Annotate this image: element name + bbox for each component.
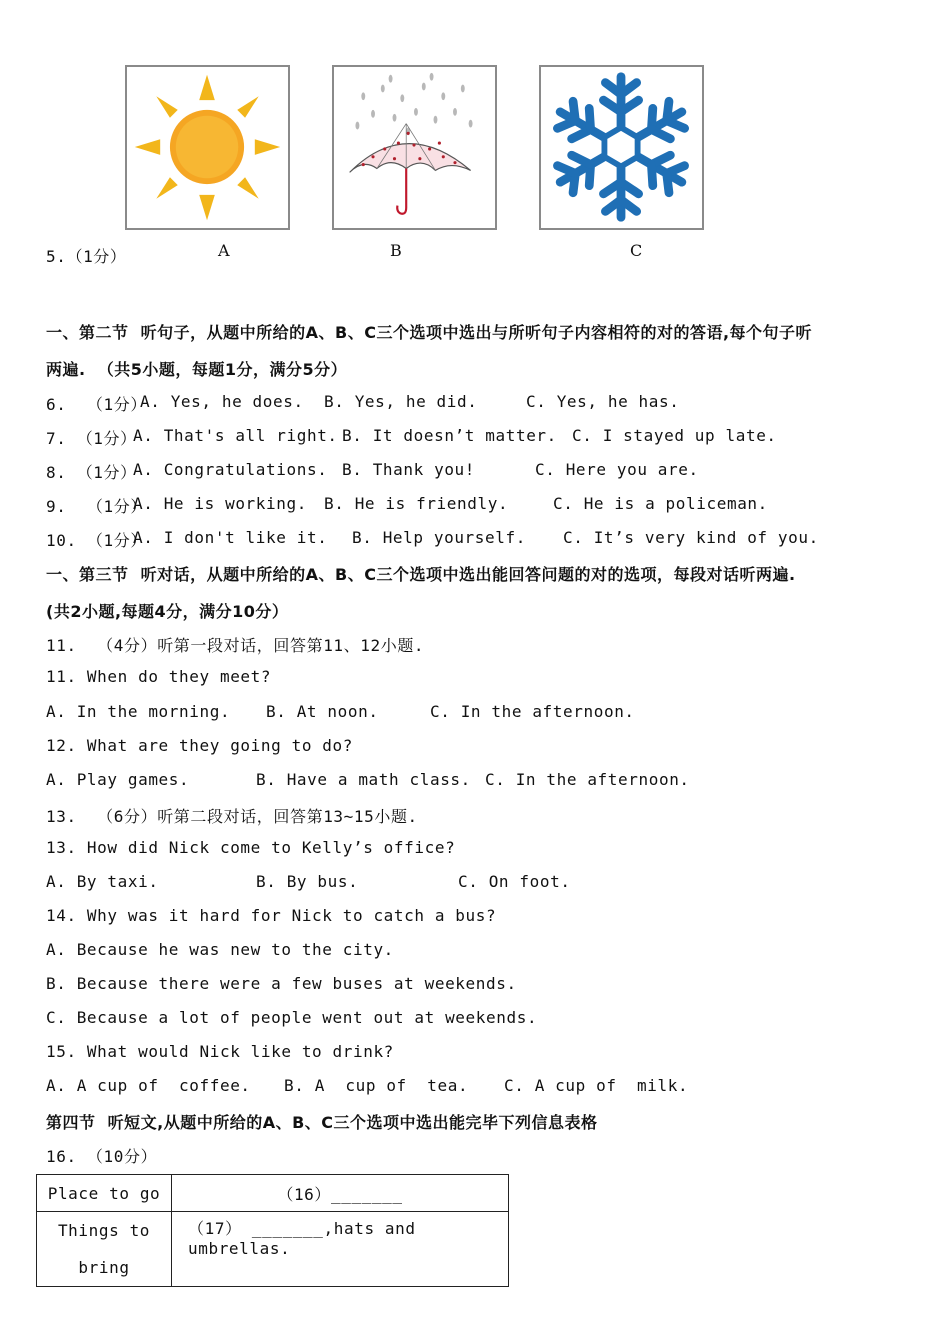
- question-7-number: 7. （1分）: [46, 429, 137, 448]
- table-row: [37, 1212, 509, 1287]
- question-9-number: 9. （1分）: [46, 497, 147, 516]
- section-2-heading-line1: 一、第二节 听句子，从题中所给的A、B、C三个选项中选出与所听句子内容相符的对的答语,每个句子听: [46, 323, 813, 342]
- question-16-number: 16. （10分）: [46, 1147, 158, 1166]
- question-13-option-a: A. By taxi.: [46, 872, 159, 891]
- question-10-option-a: A. I don't like it.: [133, 528, 328, 547]
- question-15-option-a: A. A cup of coffee.: [46, 1076, 251, 1095]
- question-6-option-c: C. Yes, he has.: [526, 392, 680, 411]
- table-cell-place-answer: （16）_______: [172, 1175, 509, 1212]
- rain-umbrella-icon: [334, 67, 495, 228]
- question-11-text: 11. When do they meet?: [46, 667, 272, 686]
- option-a-label: A: [218, 241, 230, 260]
- question-8-option-c: C. Here you are.: [535, 460, 699, 479]
- question-13-intro: 13. （6分）听第二段对话，回答第13~15小题.: [46, 807, 418, 826]
- question-15-option-c: C. A cup of milk.: [504, 1076, 689, 1095]
- table-cell-things-label-line2: bring: [78, 1258, 130, 1277]
- question-15-text: 15. What would Nick like to drink?: [46, 1042, 394, 1061]
- question-8-option-b: B. Thank you!: [342, 460, 476, 479]
- question-12-option-c: C. In the afternoon.: [485, 770, 690, 789]
- section-3-heading-line2: (共2小题,每题4分，满分10分）: [46, 602, 289, 621]
- table-cell-place-label: Place to go: [37, 1175, 172, 1212]
- question-8-option-a: A. Congratulations.: [133, 460, 328, 479]
- question-9-option-c: C. He is a policeman.: [553, 494, 768, 513]
- table-cell-things-label-line1: Things to: [57, 1221, 151, 1240]
- question-10-option-c: C. It’s very kind of you.: [563, 528, 819, 547]
- question-5-number: 5.（1分）: [46, 247, 127, 266]
- snowflake-icon: [541, 67, 702, 228]
- question-7-option-b: B. It doesn’t matter.: [342, 426, 557, 445]
- question-14-option-b: B. Because there were a few buses at weekends.: [46, 974, 517, 993]
- option-a-picture: [125, 65, 290, 230]
- question-11-option-c: C. In the afternoon.: [430, 702, 635, 721]
- section-2-heading-line2: 两遍. （共5小题，每题1分，满分5分）: [46, 360, 348, 379]
- question-14-text: 14. Why was it hard for Nick to catch a bus?: [46, 906, 497, 925]
- section-4-heading: 第四节 听短文,从题中所给的A、B、C三个选项中选出能完毕下列信息表格: [46, 1113, 598, 1132]
- option-c-picture: [539, 65, 704, 230]
- question-8-number: 8. （1分）: [46, 463, 137, 482]
- question-14-option-c: C. Because a lot of people went out at weekends.: [46, 1008, 538, 1027]
- table-row: [37, 1175, 509, 1212]
- question-12-text: 12. What are they going to do?: [46, 736, 353, 755]
- question-6-option-b: B. Yes, he did.: [324, 392, 478, 411]
- question-11-option-a: A. In the morning.: [46, 702, 231, 721]
- option-b-picture: [332, 65, 497, 230]
- question-9-option-b: B. He is friendly.: [324, 494, 509, 513]
- question-13-option-b: B. By bus.: [256, 872, 359, 891]
- option-b-label: B: [390, 241, 402, 260]
- section-3-heading-line1: 一、第三节 听对话，从题中所给的A、B、C三个选项中选出能回答问题的对的选项，每段对话听两遍.: [46, 565, 796, 584]
- question-7-option-a: A. That's all right.: [133, 426, 338, 445]
- question-14-option-a: A. Because he was new to the city.: [46, 940, 394, 959]
- question-6-number: 6. （1分）: [46, 395, 147, 414]
- table-cell-things-answer: （17） _______,hats and umbrellas.: [172, 1212, 509, 1287]
- question-6-option-a: A. Yes, he does.: [140, 392, 304, 411]
- question-15-option-b: B. A cup of tea.: [284, 1076, 469, 1095]
- question-13-option-c: C. On foot.: [458, 872, 571, 891]
- option-c-label: C: [630, 241, 643, 260]
- question-10-option-b: B. Help yourself.: [352, 528, 526, 547]
- question-13-text: 13. How did Nick come to Kelly’s office?: [46, 838, 456, 857]
- info-table: [36, 1174, 509, 1287]
- question-9-option-a: A. He is working.: [133, 494, 307, 513]
- question-12-option-b: B. Have a math class.: [256, 770, 471, 789]
- sun-icon: [127, 67, 288, 228]
- question-10-number: 10. （1分）: [46, 531, 147, 550]
- question-12-option-a: A. Play games.: [46, 770, 190, 789]
- question-11-option-b: B. At noon.: [266, 702, 379, 721]
- table-cell-things-label: [37, 1212, 172, 1287]
- question-7-option-c: C. I stayed up late.: [572, 426, 777, 445]
- question-11-intro: 11. （4分）听第一段对话，回答第11、12小题.: [46, 636, 425, 655]
